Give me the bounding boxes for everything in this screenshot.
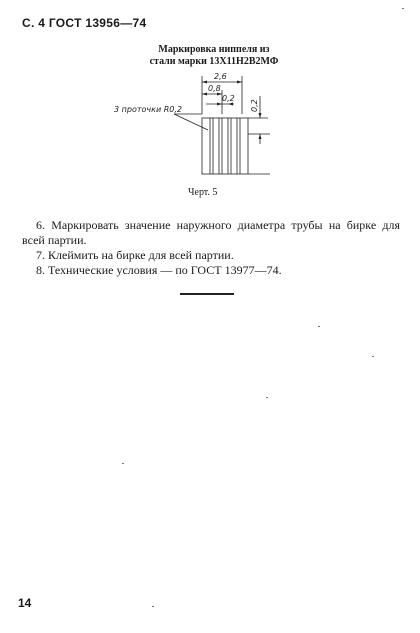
end-rule [180, 293, 234, 295]
item-6: 6. Маркировать значение наружного диаметра трубы на бирке для всей партии. [22, 218, 400, 247]
figure-caption: Черт. 5 [188, 187, 218, 198]
page-number: 14 [18, 596, 32, 610]
figure-title-line-2: стали марки 13Х11Н2В2МФ [149, 56, 279, 67]
numbered-items [22, 218, 400, 278]
page-header: С. 4 ГОСТ 13956—74 [22, 16, 147, 30]
scan-speck [152, 606, 154, 607]
scan-speck [266, 397, 268, 398]
dim-overall-label: 2,6 [214, 72, 227, 81]
figure-title-line-1: Маркировка ниппеля из [158, 44, 270, 55]
item-8: 8. Технические условия — по ГОСТ 13977—74. [36, 263, 282, 277]
dim-pitch-label: 0,8 [208, 84, 221, 93]
scan-speck [122, 463, 124, 464]
figure-title [0, 44, 420, 68]
scan-speck [318, 326, 320, 327]
nipple-drawing [110, 70, 280, 182]
scan-speck [372, 356, 374, 357]
dim-width-label: 0,2 [222, 94, 235, 103]
grooves-label: 3 проточки R0,2 [114, 105, 182, 114]
scan-speck [402, 8, 404, 9]
dim-depth-label: 0,2 [250, 99, 259, 112]
item-7: 7. Клеймить на бирке для всей партии. [36, 248, 234, 262]
